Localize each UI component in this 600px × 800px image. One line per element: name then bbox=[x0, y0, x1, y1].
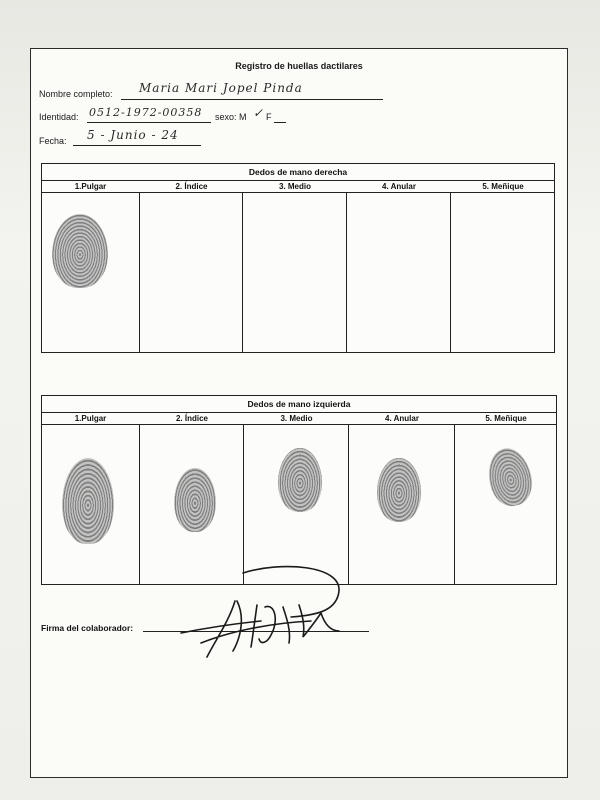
left-thumb-label: 1.Pulgar bbox=[74, 414, 107, 423]
date-label: Fecha: bbox=[39, 136, 67, 146]
sex-f-label: F bbox=[266, 112, 272, 122]
left-thumb-print bbox=[62, 458, 114, 544]
signature-image[interactable] bbox=[171, 561, 361, 661]
right-pinky-cell[interactable] bbox=[450, 182, 555, 352]
name-line bbox=[121, 99, 383, 100]
id-line bbox=[87, 122, 211, 123]
id-handwritten[interactable]: 0512-1972-00358 bbox=[89, 106, 203, 119]
date-handwritten[interactable]: 5 - Junio - 24 bbox=[87, 128, 179, 142]
left-pinky-label: 5. Meñique bbox=[485, 414, 527, 423]
signature-strokes bbox=[181, 567, 339, 657]
sex-check-mark[interactable]: ✓ bbox=[253, 106, 265, 120]
date-line bbox=[73, 145, 201, 146]
left-pinky-cell[interactable] bbox=[454, 414, 557, 584]
sex-label: sexo: M bbox=[215, 112, 247, 122]
right-thumb-print bbox=[52, 214, 108, 288]
left-middle-cell[interactable] bbox=[243, 414, 349, 584]
left-ring-print bbox=[377, 458, 421, 522]
left-index-cell[interactable] bbox=[139, 414, 244, 584]
form-title: Registro de huellas dactilares bbox=[235, 61, 363, 71]
name-handwritten[interactable]: Maria Mari Jopel Pinda bbox=[139, 81, 303, 95]
left-thumb-cell[interactable] bbox=[42, 414, 139, 584]
left-pinky-print bbox=[483, 444, 536, 509]
signature-label: Firma del colaborador: bbox=[41, 623, 134, 633]
right-index-label: 2. Índice bbox=[175, 182, 208, 191]
left-hand-table bbox=[41, 395, 557, 585]
right-pinky-label: 5. Meñique bbox=[482, 182, 524, 191]
id-label: Identidad: bbox=[39, 112, 79, 122]
left-index-label: 2. Índice bbox=[175, 414, 208, 423]
sex-f-line bbox=[274, 122, 286, 123]
left-middle-label: 3. Medio bbox=[280, 414, 313, 423]
right-hand-table bbox=[41, 163, 555, 353]
right-hand-title: Dedos de mano derecha bbox=[42, 164, 554, 181]
right-index-cell[interactable] bbox=[139, 182, 243, 352]
name-label: Nombre completo: bbox=[39, 89, 113, 99]
right-middle-cell[interactable] bbox=[242, 182, 347, 352]
left-hand-title: Dedos de mano izquierda bbox=[42, 396, 556, 413]
right-middle-label: 3. Medio bbox=[278, 182, 311, 191]
right-ring-cell[interactable] bbox=[346, 182, 451, 352]
fingerprint-form bbox=[30, 48, 568, 778]
left-ring-label: 4. Anular bbox=[385, 414, 419, 423]
left-middle-print bbox=[278, 448, 322, 512]
right-ring-label: 4. Anular bbox=[382, 182, 416, 191]
right-thumb-label: 1.Pulgar bbox=[74, 182, 107, 191]
right-thumb-cell[interactable] bbox=[42, 182, 139, 352]
left-index-print bbox=[174, 468, 216, 532]
left-ring-cell[interactable] bbox=[348, 414, 455, 584]
